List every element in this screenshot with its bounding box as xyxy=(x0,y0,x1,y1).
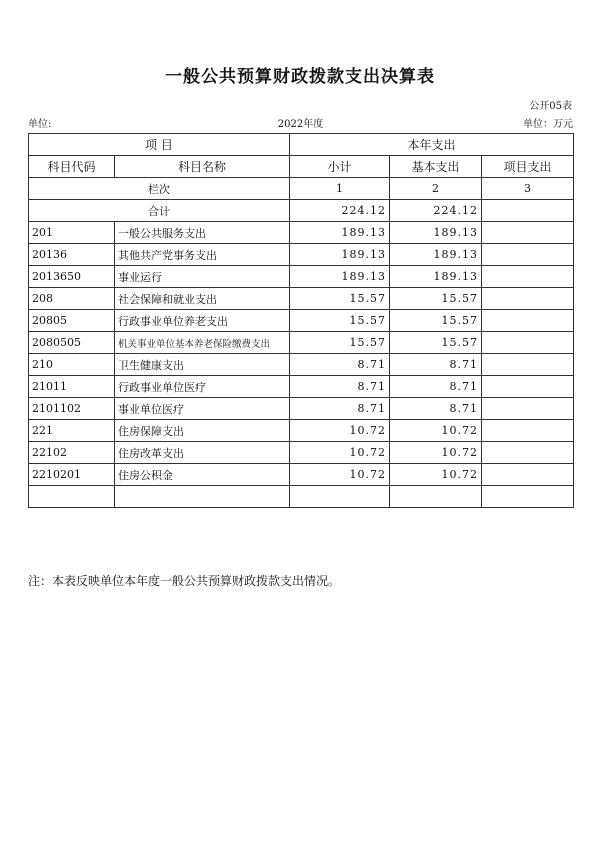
meta-row xyxy=(28,115,573,129)
total-label: 合计 xyxy=(29,200,290,222)
row-code: 2080505 xyxy=(29,332,115,354)
row-subtotal: 15.57 xyxy=(290,310,390,332)
row-code: 2210201 xyxy=(29,464,115,486)
row-subtotal: 10.72 xyxy=(290,464,390,486)
header-basic: 基本支出 xyxy=(390,156,482,178)
row-project xyxy=(482,222,574,244)
row-subtotal: 189.13 xyxy=(290,244,390,266)
row-subtotal: 15.57 xyxy=(290,288,390,310)
row-project xyxy=(482,398,574,420)
column-2: 2 xyxy=(390,178,482,200)
header-subtotal: 小计 xyxy=(290,156,390,178)
row-subtotal: 8.71 xyxy=(290,354,390,376)
header-name: 科目名称 xyxy=(115,156,290,178)
row-project xyxy=(482,354,574,376)
row-name: 事业单位医疗 xyxy=(115,398,290,420)
row-name: 住房保障支出 xyxy=(115,420,290,442)
row-basic: 189.13 xyxy=(390,244,482,266)
header-row-1 xyxy=(29,134,574,156)
row-project xyxy=(482,310,574,332)
table-row xyxy=(29,354,574,376)
header-item: 项 目 xyxy=(29,134,290,156)
row-name: 一般公共服务支出 xyxy=(115,222,290,244)
row-basic: 8.71 xyxy=(390,376,482,398)
row-name: 卫生健康支出 xyxy=(115,354,290,376)
row-basic: 10.72 xyxy=(390,464,482,486)
row-subtotal: 8.71 xyxy=(290,376,390,398)
row-code: 2013650 xyxy=(29,266,115,288)
row-subtotal: 10.72 xyxy=(290,420,390,442)
row-basic: 189.13 xyxy=(390,266,482,288)
table-row xyxy=(29,442,574,464)
column-label: 栏次 xyxy=(29,178,290,200)
row-name: 住房改革支出 xyxy=(115,442,290,464)
row-code xyxy=(29,486,115,508)
row-project xyxy=(482,464,574,486)
fiscal-year: 2022年度 xyxy=(277,119,324,130)
row-project xyxy=(482,442,574,464)
row-project xyxy=(482,486,574,508)
table-row xyxy=(29,376,574,398)
row-name: 行政事业单位养老支出 xyxy=(115,310,290,332)
row-project xyxy=(482,376,574,398)
row-code: 221 xyxy=(29,420,115,442)
column-1: 1 xyxy=(290,178,390,200)
row-basic xyxy=(390,486,482,508)
table-row xyxy=(29,464,574,486)
row-name: 社会保障和就业支出 xyxy=(115,288,290,310)
row-name: 事业运行 xyxy=(115,266,290,288)
row-subtotal: 8.71 xyxy=(290,398,390,420)
row-basic: 8.71 xyxy=(390,354,482,376)
row-name: 其他共产党事务支出 xyxy=(115,244,290,266)
table-row xyxy=(29,310,574,332)
total-row xyxy=(29,200,574,222)
table-row xyxy=(29,486,574,508)
row-basic: 8.71 xyxy=(390,398,482,420)
header-row-2 xyxy=(29,156,574,178)
total-subtotal: 224.12 xyxy=(290,200,390,222)
unit-label: 单位: xyxy=(28,119,52,130)
row-basic: 10.72 xyxy=(390,442,482,464)
row-subtotal: 189.13 xyxy=(290,222,390,244)
total-basic: 224.12 xyxy=(390,200,482,222)
row-name: 行政事业单位医疗 xyxy=(115,376,290,398)
total-project xyxy=(482,200,574,222)
row-project xyxy=(482,420,574,442)
table-row xyxy=(29,222,574,244)
table-row xyxy=(29,332,574,354)
row-code: 20136 xyxy=(29,244,115,266)
header-code: 科目代码 xyxy=(29,156,115,178)
row-basic: 15.57 xyxy=(390,310,482,332)
form-number: 公开05表 xyxy=(529,101,572,112)
table-row xyxy=(29,266,574,288)
row-basic: 189.13 xyxy=(390,222,482,244)
row-code: 210 xyxy=(29,354,115,376)
expenditure-table xyxy=(28,133,574,508)
row-project xyxy=(482,288,574,310)
row-subtotal: 189.13 xyxy=(290,266,390,288)
table-row xyxy=(29,398,574,420)
row-name: 机关事业单位基本养老保险缴费支出 xyxy=(115,332,290,354)
row-basic: 10.72 xyxy=(390,420,482,442)
row-basic: 15.57 xyxy=(390,332,482,354)
row-subtotal: 10.72 xyxy=(290,442,390,464)
row-project xyxy=(482,266,574,288)
row-project xyxy=(482,244,574,266)
row-code: 208 xyxy=(29,288,115,310)
row-subtotal: 15.57 xyxy=(290,332,390,354)
row-code: 22102 xyxy=(29,442,115,464)
header-current-year: 本年支出 xyxy=(290,134,574,156)
row-name xyxy=(115,486,290,508)
row-basic: 15.57 xyxy=(390,288,482,310)
page-title: 一般公共预算财政拨款支出决算表 xyxy=(165,67,435,87)
row-code: 2101102 xyxy=(29,398,115,420)
table-row xyxy=(29,244,574,266)
column-3: 3 xyxy=(482,178,574,200)
table-row xyxy=(29,288,574,310)
table-row xyxy=(29,420,574,442)
row-code: 201 xyxy=(29,222,115,244)
row-code: 20805 xyxy=(29,310,115,332)
row-subtotal xyxy=(290,486,390,508)
currency-unit: 单位：万元 xyxy=(523,119,573,130)
row-project xyxy=(482,332,574,354)
footnote: 注：本表反映单位本年度一般公共预算财政拨款支出情况。 xyxy=(28,574,341,588)
row-code: 21011 xyxy=(29,376,115,398)
column-number-row xyxy=(29,178,574,200)
row-name: 住房公积金 xyxy=(115,464,290,486)
header-project: 项目支出 xyxy=(482,156,574,178)
